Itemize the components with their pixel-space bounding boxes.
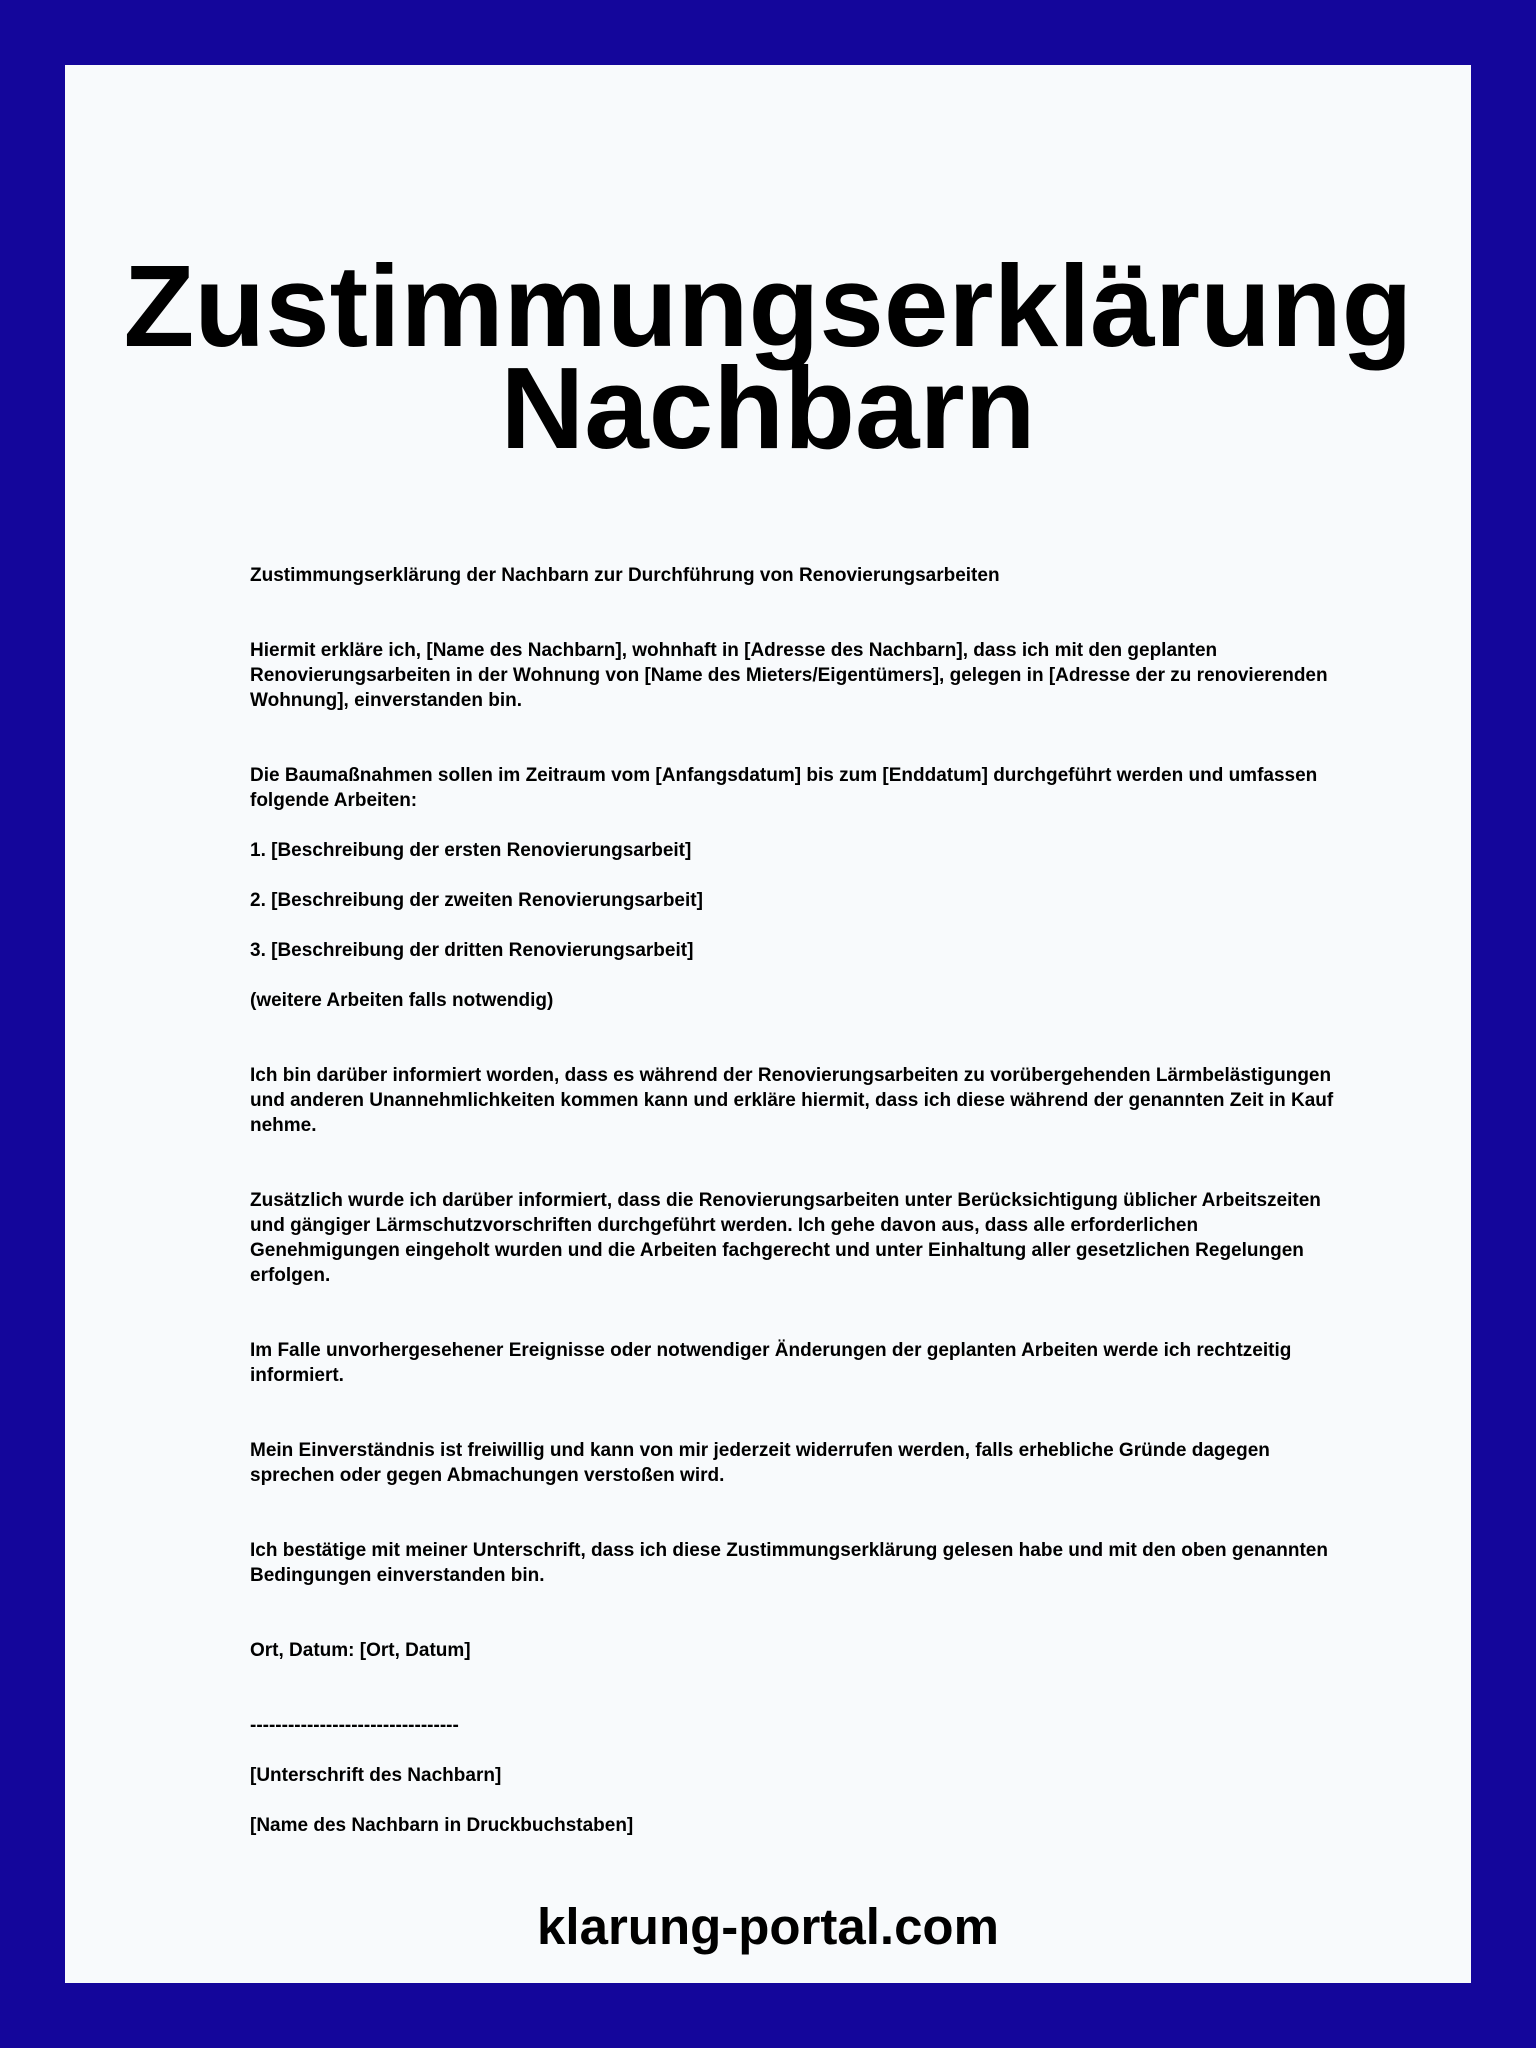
work-item-more: (weitere Arbeiten falls notwendig) [250,990,554,1011]
work-item-3: 3. [Beschreibung der dritten Renovierungsarbeit] [250,940,694,961]
document-body [250,563,1340,1838]
intro-paragraph: Hiermit erkläre ich, [Name des Nachbarn], wohnhaft in [Adresse des Nachbarn], dass ich mit den geplanten Renovierungsarbeiten in der Wohnung von [Name des Mieters/Eigentümers], gelegen in [Adresse der zu renovierenden Wohnung], einverstanden bin. [250,640,1328,711]
noise-paragraph: Ich bin darüber informiert worden, dass es während der Renovierungsarbeiten zu vorübergehenden Lärmbelästigungen und anderen Unannehmlichkeiten kommen kann und erkläre hiermit, dass ich diese während der genannten Zeit in Kauf nehme. [250,1065,1334,1136]
signature-label: [Unterschrift des Nachbarn] [250,1765,502,1786]
page-title [65,241,1471,473]
changes-paragraph: Im Falle unvorhergesehener Ereignisse oder notwendiger Änderungen der geplanten Arbeiten werde ich rechtzeitig informiert. [250,1340,1292,1386]
page-title-line-2: Nachbarn [500,343,1036,473]
signature-line: --------------------------------- [250,1715,459,1736]
work-item-2: 2. [Beschreibung der zweiten Renovierungsarbeit] [250,890,703,911]
printed-name-label: [Name des Nachbarn in Druckbuchstaben] [250,1815,634,1836]
revocation-paragraph: Mein Einverständnis ist freiwillig und kann von mir jederzeit widerrufen werden, falls erhebliche Gründe dagegen sprechen oder gegen Abmachungen verstoßen wird. [250,1440,1270,1486]
document-page [65,65,1471,1983]
document-subject: Zustimmungserklärung der Nachbarn zur Durchführung von Renovierungsarbeiten [250,565,1000,586]
period-paragraph: Die Baumaßnahmen sollen im Zeitraum vom [Anfangsdatum] bis zum [Enddatum] durchgeführt werden und umfassen folgende Arbeiten: [250,765,1318,811]
confirmation-paragraph: Ich bestätige mit meiner Unterschrift, dass ich diese Zustimmungserklärung gelesen habe und mit den oben genannten Bedingungen einverstanden bin. [250,1540,1328,1586]
page-title-line-1: Zustimmungserklärung [123,241,1413,371]
regulations-paragraph: Zusätzlich wurde ich darüber informiert, dass die Renovierungsarbeiten unter Berücksichtigung üblicher Arbeitszeiten und gängiger Lärmschutzvorschriften durchgeführt werden. Ich gehe davon aus, dass alle erforderlichen Genehmigungen eingeholt wurden und die Arbeiten fachgerecht und unter Einhaltung aller gesetzlichen Regelungen erfolgen. [250,1190,1321,1286]
work-item-1: 1. [Beschreibung der ersten Renovierungsarbeit] [250,840,692,861]
place-date-field: Ort, Datum: [Ort, Datum] [250,1640,471,1661]
footer-brand: klarung-portal.com [537,1898,999,1955]
